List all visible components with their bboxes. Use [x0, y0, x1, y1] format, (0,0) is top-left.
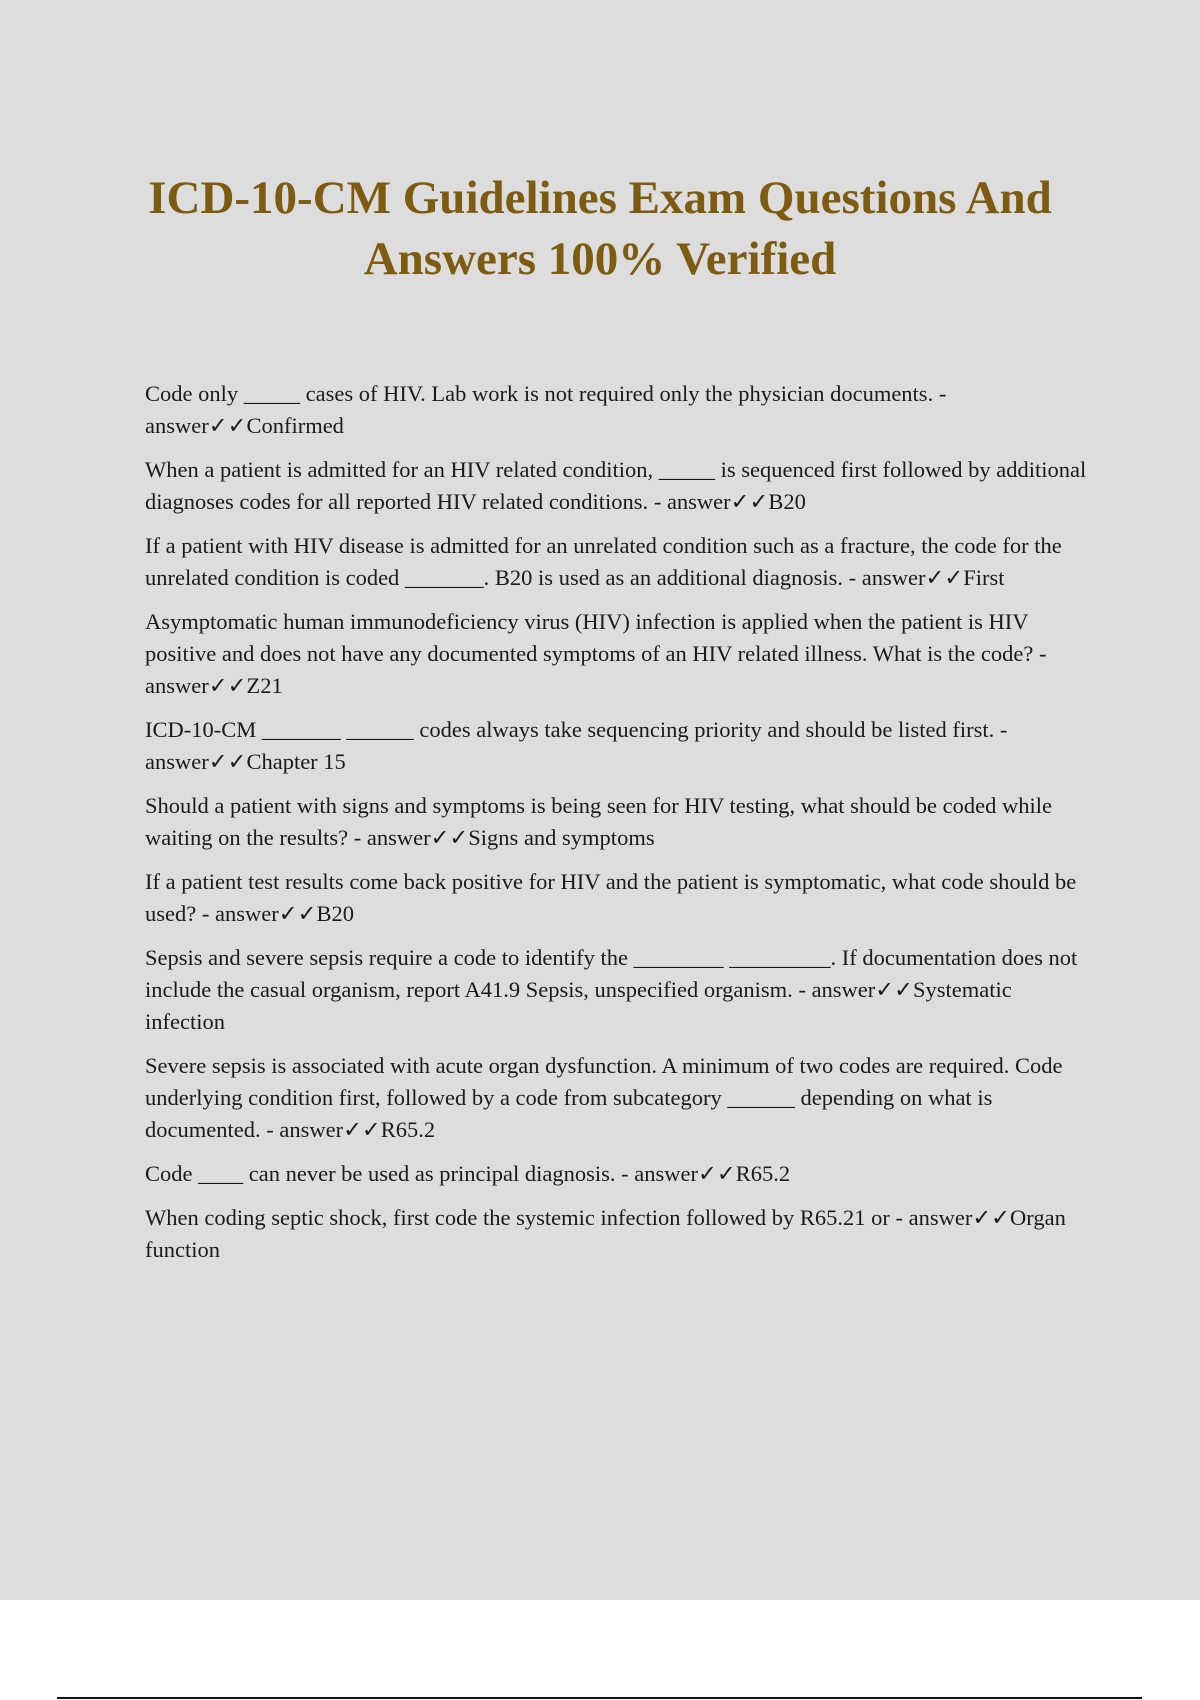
- question-text: If a patient with HIV disease is admitted for an unrelated condition such as a fracture, the code for the unrelated condition is coded _______. B20 is used as an additional diagnosis.: [145, 533, 1062, 590]
- answer-prefix: answer: [279, 1117, 344, 1142]
- answer-separator: -: [621, 1161, 629, 1186]
- answer-separator: -: [1038, 641, 1047, 666]
- question-text: Code ____ can never be used as principal diagnosis.: [145, 1161, 616, 1186]
- answer-separator: -: [999, 717, 1008, 742]
- qa-item: [145, 1158, 1090, 1190]
- qa-list: [145, 378, 1090, 1278]
- answer-separator: -: [848, 565, 857, 590]
- answer-text: B20: [316, 901, 354, 926]
- qa-item: [145, 454, 1090, 518]
- answer-prefix: answer: [145, 413, 209, 438]
- answer-text: R65.2: [380, 1117, 436, 1142]
- answer-text: Signs and symptoms: [468, 825, 655, 850]
- answer-text: R65.2: [735, 1161, 791, 1186]
- answer-prefix: answer: [861, 565, 926, 590]
- answer-prefix: answer: [908, 1205, 973, 1230]
- qa-item: [145, 530, 1090, 594]
- double-check-icon: ✓✓: [430, 825, 469, 850]
- answer-separator: -: [201, 901, 210, 926]
- answer-separator: -: [353, 825, 362, 850]
- document-title: ICD-10-CM Guidelines Exam Questions And Answers 100% Verified: [148, 172, 1052, 285]
- answer-text: Chapter 15: [246, 749, 346, 774]
- question-text: Should a patient with signs and symptoms is being seen for HIV testing, what should be coded while waiting on the results?: [145, 793, 1052, 850]
- double-check-icon: ✓✓: [972, 1205, 1011, 1230]
- double-check-icon: ✓✓: [343, 1117, 381, 1142]
- answer-separator: -: [895, 1205, 903, 1230]
- answer-separator: -: [653, 489, 662, 514]
- answer-prefix: answer: [666, 489, 731, 514]
- qa-item: [145, 942, 1090, 1038]
- answer-prefix: answer: [366, 825, 431, 850]
- answer-prefix: answer: [145, 749, 209, 774]
- question-text: If a patient test results come back positive for HIV and the patient is symptomatic, what code should be used?: [145, 869, 1077, 926]
- question-text: Sepsis and severe sepsis require a code to identify the ________ _________. If documentation does not include the casual organism, report A41.9 Sepsis, unspecified organism.: [145, 945, 1078, 1002]
- qa-item: [145, 1050, 1090, 1146]
- double-check-icon: ✓✓: [925, 565, 964, 590]
- double-check-icon: ✓✓: [208, 413, 247, 438]
- answer-text: Confirmed: [246, 413, 344, 438]
- answer-prefix: answer: [145, 673, 209, 698]
- answer-text: First: [963, 565, 1005, 590]
- double-check-icon: ✓✓: [698, 1161, 736, 1186]
- double-check-icon: ✓✓: [208, 749, 247, 774]
- answer-text: Z21: [246, 673, 283, 698]
- answer-text: Organ function: [145, 1205, 1066, 1262]
- answer-prefix: answer: [214, 901, 279, 926]
- qa-item: [145, 790, 1090, 854]
- answer-separator: -: [266, 1117, 274, 1142]
- answer-separator: -: [938, 381, 947, 406]
- answer-prefix: answer: [634, 1161, 698, 1186]
- question-text: Severe sepsis is associated with acute organ dysfunction. A minimum of two codes are required. Code underlying condition first, followed by a code from subcategory ______ depending on what is documented.: [145, 1053, 1063, 1142]
- question-text: When coding septic shock, first code the systemic infection followed by R65.21 or: [145, 1205, 890, 1230]
- qa-item: [145, 714, 1090, 778]
- question-text: ICD-10-CM _______ ______ codes always take sequencing priority and should be listed first.: [145, 717, 995, 742]
- question-text: Code only _____ cases of HIV. Lab work is not required only the physician documents.: [145, 381, 934, 406]
- question-text: Asymptomatic human immunodeficiency virus (HIV) infection is applied when the patient is HIV positive and does not have any documented symptoms of an HIV related illness. What is the code?: [145, 609, 1034, 666]
- answer-separator: -: [798, 977, 806, 1002]
- double-check-icon: ✓✓: [278, 901, 317, 926]
- qa-item: [145, 378, 1090, 442]
- double-check-icon: ✓✓: [730, 489, 769, 514]
- answer-prefix: answer: [811, 977, 876, 1002]
- answer-text: B20: [768, 489, 806, 514]
- qa-item: [145, 1202, 1090, 1266]
- qa-item: [145, 866, 1090, 930]
- double-check-icon: ✓✓: [208, 673, 247, 698]
- answer-text: Systematic infection: [145, 977, 1012, 1034]
- double-check-icon: ✓✓: [875, 977, 914, 1002]
- qa-item: [145, 606, 1090, 702]
- footer-rule: [57, 1697, 1142, 1699]
- question-text: When a patient is admitted for an HIV related condition, _____ is sequenced first followed by additional diagnoses codes for all reported HIV related conditions.: [145, 457, 1087, 514]
